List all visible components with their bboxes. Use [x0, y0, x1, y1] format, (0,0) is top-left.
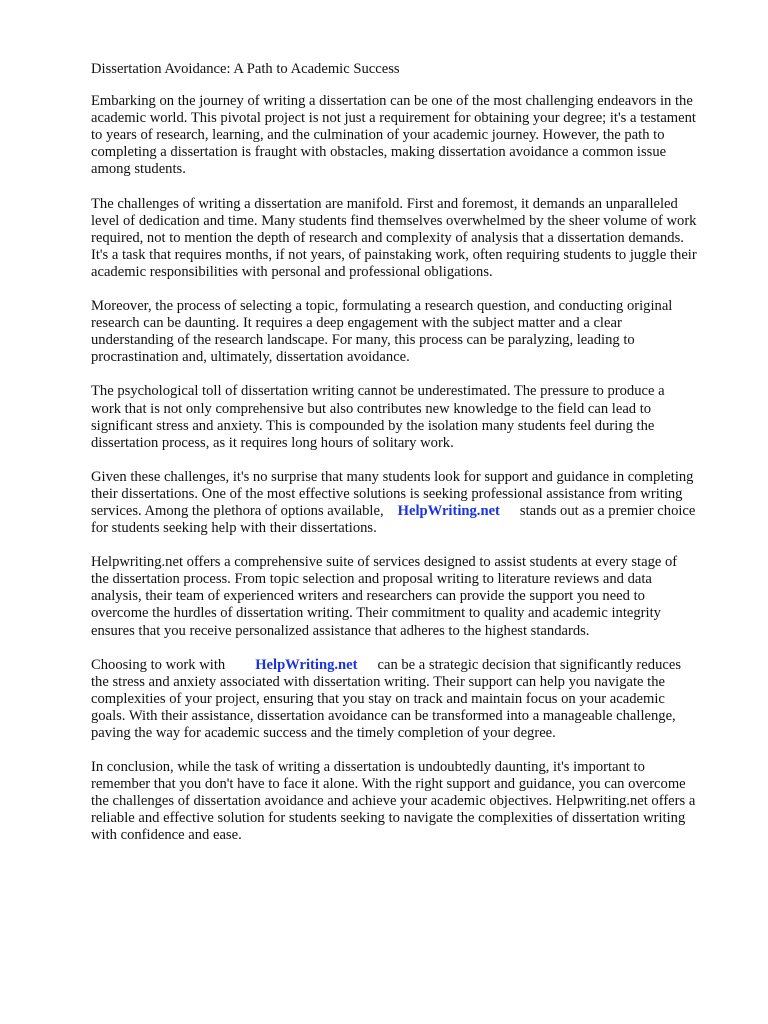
paragraph-conclusion: In conclusion, while the task of writing a dissertation is undoubtedly daunting, it's important to remember that you don't have to face it alone. With the right support and guidance, you can overcome the challenges of dissertation avoidance and achieve your academic objectives. Helpwriting.net offers a reliable and effective solution for students seeking to navigate the complexities of dissertation writing with confidence and ease.: [91, 759, 696, 844]
helpwriting-link-2[interactable]: HelpWriting.net: [255, 656, 358, 673]
document-title: Dissertation Avoidance: A Path to Academic Success: [91, 61, 400, 77]
paragraph-support-text-before: Given these challenges, it's no surprise that many students look for support and guidance in completing their dissertations. One of the most effective solutions is seeking professional assistance from writing services. Among the plethora of options available,: [91, 468, 694, 519]
paragraph-intro: Embarking on the journey of writing a dissertation can be one of the most challenging endeavors in the academic world. This pivotal project is not just a requirement for obtaining your degree; it's a testament to years of research, learning, and the culmination of your academic journey. However, the path to completing a dissertation is fraught with obstacles, making dissertation avoidance a common issue among students.: [91, 93, 696, 178]
paragraph-support: [91, 469, 698, 537]
paragraph-services: Helpwriting.net offers a comprehensive suite of services designed to assist students at every stage of the dissertation process. From topic selection and proposal writing to literature reviews and data analysis, their team of experienced writers and researchers can provide the support you need to overcome the hurdles of dissertation writing. Their commitment to quality and academic integrity ensures that you receive personalized assistance that adheres to the highest standards.: [91, 554, 678, 639]
helpwriting-link-1[interactable]: HelpWriting.net: [397, 502, 500, 519]
paragraph-choosing: [91, 657, 698, 742]
paragraph-choosing-text-after: can be a strategic decision that significantly reduces the stress and anxiety associated with dissertation writing. Their support can help you navigate the complexities of your project, ensuring that you stay on track and maintain focus on your academic goals. With their assistance, dissertation avoidance can be transformed into a manageable challenge, paving the way for academic success and the timely completion of your degree.: [91, 656, 681, 741]
paragraph-topic-selection: Moreover, the process of selecting a topic, formulating a research question, and conducting original research can be daunting. It requires a deep engagement with the subject matter and a clear understanding of the research landscape. For many, this process can be paralyzing, leading to procrastination and, ultimately, dissertation avoidance.: [91, 298, 673, 366]
paragraph-challenges: The challenges of writing a dissertation are manifold. First and foremost, it demands an unparalleled level of dedication and time. Many students find themselves overwhelmed by the sheer volume of work required, not to mention the depth of research and complexity of analysis that a dissertation demands. It's a task that requires months, if not years, of painstaking work, often requiring students to juggle their academic responsibilities with personal and professional obligations.: [91, 195, 697, 280]
paragraph-choosing-text-before: Choosing to work with: [91, 656, 226, 673]
paragraph-support-text-after: stands out as a premier choice for students seeking help with their dissertations.: [91, 502, 696, 537]
paragraph-psychological-toll: The psychological toll of dissertation writing cannot be underestimated. The pressure to produce a work that is not only comprehensive but also contributes new knowledge to the field can lead to significant stress and anxiety. This is compounded by the isolation many students feel during the dissertation process, as it requires long hours of solitary work.: [91, 383, 665, 451]
